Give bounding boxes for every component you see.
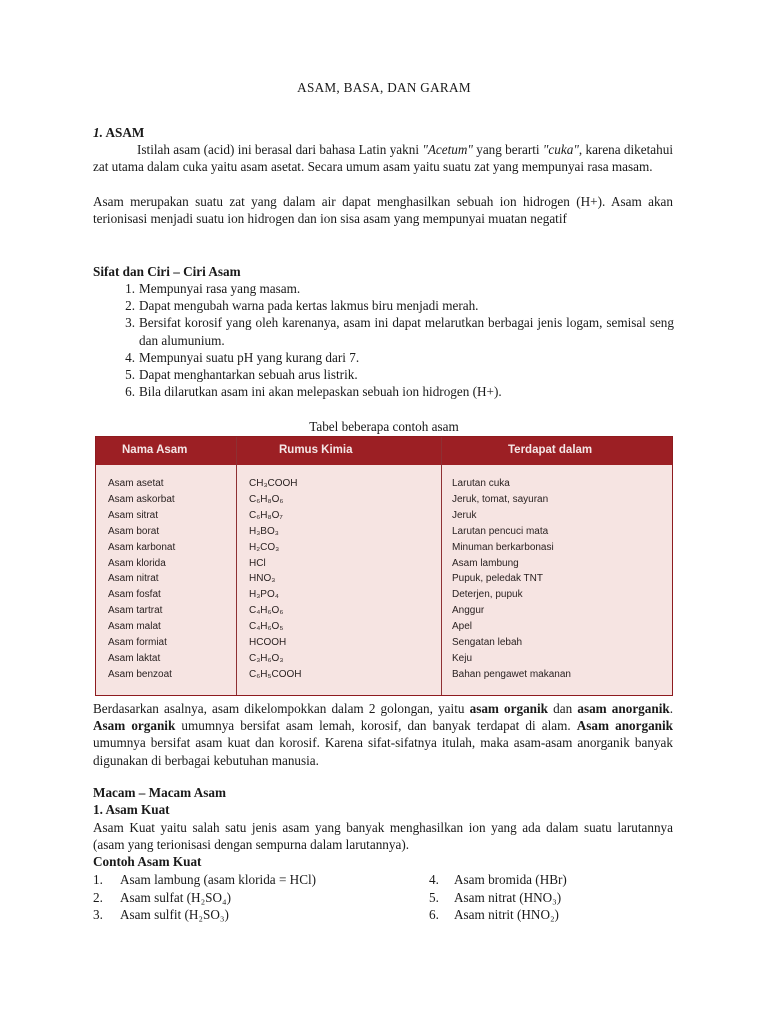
list-text: Asam sulfit (H₂SO₃) — [120, 907, 229, 922]
cell-rumus-kimia: C₆H₈O₆ — [249, 493, 284, 505]
cell-nama-asam: Asam borat — [108, 525, 160, 537]
header-rumus-kimia: Rumus Kimia — [279, 444, 353, 456]
cell-rumus-kimia: C₄H₆O₆ — [249, 605, 284, 617]
list-text: Mempunyai suatu pH yang kurang dari 7. — [139, 349, 360, 365]
cell-terdapat-dalam: Keju — [452, 652, 473, 664]
list-number: 2. — [93, 889, 103, 905]
cell-terdapat-dalam: Minuman berkarbonasi — [452, 541, 554, 553]
cell-nama-asam: Asam formiat — [108, 637, 167, 648]
term-asam-anorganik: Asam anorganik — [576, 718, 673, 734]
list-text: Dapat mengubah warna pada kertas lakmus biru menjadi merah. — [139, 298, 479, 314]
sifat-item — [113, 349, 674, 366]
page-title: ASAM, BASA, DAN GARAM — [297, 80, 471, 95]
list-number: 1. — [125, 281, 135, 296]
cell-nama-asam: Asam fosfat — [108, 589, 161, 601]
cell-terdapat-dalam: Apel — [452, 621, 473, 633]
cell-nama-asam: Asam malat — [108, 621, 161, 633]
table-row — [96, 541, 672, 557]
table-row — [96, 604, 672, 620]
list-number: 5. — [429, 889, 439, 905]
cell-rumus-kimia: H₂CO₃ — [249, 541, 280, 553]
list-number: 3. — [125, 315, 135, 331]
term-asam-organik: asam organik — [469, 701, 549, 716]
table-row — [96, 477, 672, 493]
list-text: Asam lambung (asam klorida = HCl) — [120, 872, 317, 887]
cell-terdapat-dalam: Larutan cuka — [452, 478, 510, 489]
text-run: umumnya bersifat asam lemah, korosif, dan banyak terdapat di alam. — [175, 718, 577, 734]
contoh-asam-kuat-heading: Contoh Asam Kuat — [93, 854, 202, 869]
acetum-term: "Acetum" — [422, 142, 473, 157]
text-run: Berdasarkan asalnya, asam dikelompokkan dalam 2 golongan, yaitu — [93, 701, 470, 716]
list-text: Asam sulfat (H₂SO₄) — [120, 889, 232, 905]
table-row — [96, 620, 672, 636]
table-caption: Tabel beberapa contoh asam — [309, 419, 459, 434]
sifat-item — [113, 280, 674, 297]
sifat-list — [113, 280, 674, 400]
list-number: 6. — [429, 907, 439, 922]
cell-terdapat-dalam: Jeruk, tomat, sayuran — [452, 493, 549, 505]
cell-nama-asam: Asam nitrat — [108, 573, 159, 585]
cell-terdapat-dalam: Anggur — [452, 605, 485, 617]
text-run: , karena diketahui zat utama dalam cuka yaitu asam asetat. Secara umum asam yaitu suatu zat yang mempunyai rasa masam. — [93, 142, 673, 175]
text-run: umumnya bersifat asam kuat dan korosif. Karena sifat-sifatnya itulah, maka asam-asam anorganik banyak digunakan di berbagai kebutuhan manusia. — [93, 735, 673, 768]
list-text: Asam nitrit (HNO₂) — [454, 907, 559, 922]
cell-terdapat-dalam: Pupuk, peledak TNT — [452, 573, 543, 585]
table-row — [96, 652, 672, 668]
cell-terdapat-dalam: Deterjen, pupuk — [452, 589, 523, 601]
list-text: Bersifat korosif yang oleh karenanya, asam ini dapat melarutkan berbagai jenis logam, semisal seng dan alumunium. — [139, 315, 674, 348]
sifat-item — [113, 366, 674, 383]
cell-rumus-kimia: HCOOH — [249, 637, 287, 648]
list-number: 2. — [125, 298, 135, 314]
header-nama-asam: Nama Asam — [122, 444, 188, 456]
list-number: 4. — [125, 349, 135, 365]
list-number: 6. — [125, 384, 135, 400]
paragraph-definition — [93, 141, 673, 175]
sifat-item — [113, 297, 674, 314]
acid-examples-table — [95, 436, 673, 696]
cell-nama-asam: Asam klorida — [108, 557, 166, 569]
table-row — [96, 636, 672, 652]
list-number: 3. — [93, 907, 103, 922]
cell-terdapat-dalam: Asam lambung — [452, 557, 519, 569]
sifat-item — [113, 314, 674, 348]
cell-rumus-kimia: H₃PO₄ — [249, 589, 279, 601]
macam-heading: Macam – Macam Asam — [93, 785, 226, 800]
cell-terdapat-dalam: Larutan pencuci mata — [452, 525, 549, 537]
contoh-row — [93, 889, 693, 907]
table-row — [96, 525, 672, 541]
table-row — [96, 493, 672, 509]
term-asam-anorganik: asam anorganik — [577, 701, 670, 716]
list-number: 5. — [125, 367, 135, 383]
table-row — [96, 668, 672, 684]
cell-rumus-kimia: HNO₃ — [249, 573, 276, 585]
cell-terdapat-dalam: Jeruk — [452, 509, 477, 521]
cell-rumus-kimia: C₆H₈O₇ — [249, 509, 283, 521]
cell-rumus-kimia: C₆H₅COOH — [249, 668, 302, 680]
table-row — [96, 572, 672, 588]
list-text: Dapat menghantarkan sebuah arus listrik. — [139, 367, 358, 383]
cell-nama-asam: Asam asetat — [108, 478, 164, 489]
cell-nama-asam: Asam sitrat — [108, 509, 159, 521]
table-row — [96, 588, 672, 604]
section-number: 1. — [93, 125, 103, 140]
list-text: Asam nitrat (HNO₃) — [454, 889, 562, 905]
table-row — [96, 509, 672, 525]
cell-terdapat-dalam: Bahan pengawet makanan — [452, 668, 571, 680]
text-run: . — [669, 701, 673, 716]
cell-rumus-kimia: C₃H₆O₃ — [249, 652, 284, 664]
table-header — [96, 437, 672, 465]
section-heading-asam — [93, 124, 144, 141]
list-number: 4. — [429, 872, 439, 887]
sifat-heading: Sifat dan Ciri – Ciri Asam — [93, 264, 241, 279]
list-text: Asam bromida (HBr) — [454, 872, 567, 887]
cell-rumus-kimia: H₃BO₃ — [249, 525, 279, 537]
header-terdapat-dalam: Terdapat dalam — [508, 444, 593, 456]
cell-rumus-kimia: C₄H₆O₅ — [249, 621, 284, 633]
paragraph-asam-kuat: Asam Kuat yaitu salah satu jenis asam yang banyak menghasilkan ion yang ada dalam suatu larutannya (asam yang terionisasi dengan sempurna dalam larutannya). — [93, 820, 673, 853]
text-run: Istilah asam (acid) ini berasal dari bahasa Latin yakni — [137, 142, 423, 157]
cell-nama-asam: Asam askorbat — [108, 493, 175, 505]
paragraph-ionization: Asam merupakan suatu zat yang dalam air dapat menghasilkan sebuah ion hidrogen (H+). Asam akan terionisasi menjadi suatu ion hidrogen dan ion sisa asam yang mempunyai muatan negatif — [93, 194, 673, 227]
contoh-row — [93, 906, 693, 924]
sifat-item — [113, 383, 674, 400]
paragraph-golongan — [93, 700, 673, 769]
section-title: ASAM — [105, 125, 145, 140]
contoh-row — [93, 871, 693, 889]
cell-nama-asam: Asam benzoat — [108, 668, 172, 680]
text-run: yang berarti — [472, 142, 543, 157]
cell-nama-asam: Asam karbonat — [108, 541, 176, 553]
contoh-asam-kuat-list — [93, 871, 693, 924]
table-row — [96, 557, 672, 573]
list-text: Mempunyai rasa yang masam. — [139, 281, 301, 296]
cell-nama-asam: Asam laktat — [108, 652, 161, 664]
cell-rumus-kimia: CH₃COOH — [249, 478, 298, 489]
list-number: 1. — [93, 872, 103, 887]
text-run: dan — [548, 701, 578, 716]
list-text: Bila dilarutkan asam ini akan melepaskan sebuah ion hidrogen (H+). — [139, 384, 502, 400]
asam-kuat-heading: 1. Asam Kuat — [93, 802, 170, 817]
cuka-term: "cuka" — [542, 142, 579, 157]
cell-rumus-kimia: HCl — [249, 557, 266, 569]
cell-terdapat-dalam: Sengatan lebah — [452, 637, 523, 648]
term-asam-organik: Asam organik — [93, 718, 176, 734]
cell-nama-asam: Asam tartrat — [108, 605, 163, 617]
